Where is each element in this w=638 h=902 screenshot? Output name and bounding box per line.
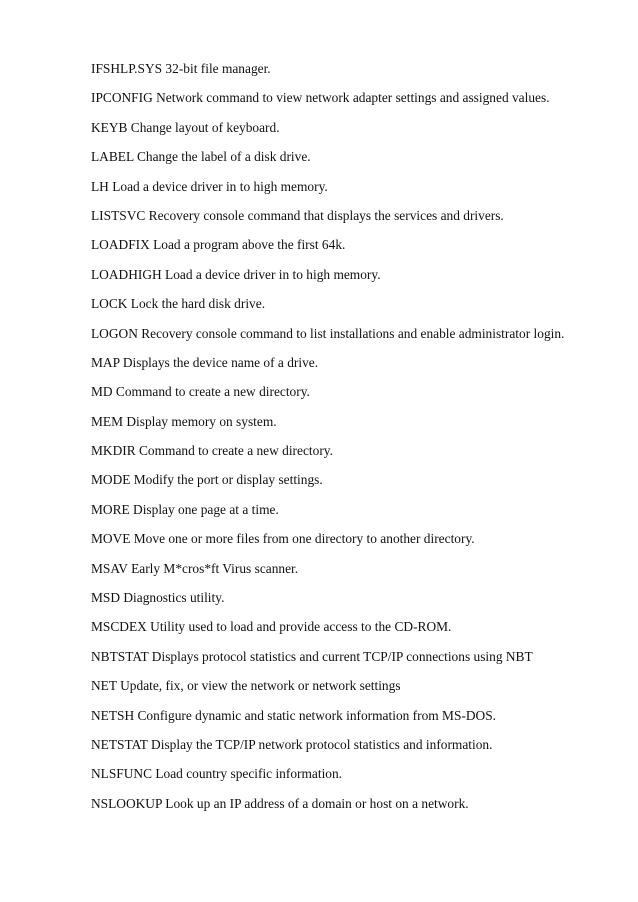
command-entry: MSCDEX Utility used to load and provide access to the CD-ROM. [91, 619, 452, 635]
command-entry: LOADHIGH Load a device driver in to high memory. [91, 266, 381, 282]
command-entry: NET Update, fix, or view the network or network settings [91, 678, 401, 694]
command-list [91, 61, 631, 825]
command-entry: NETSTAT Display the TCP/IP network protocol statistics and information. [91, 736, 493, 752]
command-entry: LH Load a device driver in to high memory. [91, 178, 328, 194]
command-entry: NETSH Configure dynamic and static network information from MS-DOS. [91, 707, 497, 723]
command-entry: IPCONFIG Network command to view network adapter settings and assigned values. [91, 90, 550, 106]
command-entry: MORE Display one page at a time. [91, 501, 279, 517]
command-entry: LISTSVC Recovery console command that displays the services and drivers. [91, 207, 504, 223]
command-entry: MAP Displays the device name of a drive. [91, 354, 319, 370]
command-entry: IFSHLP.SYS 32-bit file manager. [91, 61, 271, 76]
command-entry: MSAV Early M*cros*ft Virus scanner. [91, 560, 299, 576]
command-entry: MOVE Move one or more files from one directory to another directory. [91, 531, 475, 547]
command-entry: LABEL Change the label of a disk drive. [91, 149, 311, 165]
command-entry: LOCK Lock the hard disk drive. [91, 296, 266, 312]
command-entry: NLSFUNC Load country specific information. [91, 766, 343, 782]
command-entry: NBTSTAT Displays protocol statistics and current TCP/IP connections using NBT [91, 648, 533, 664]
command-entry: MSD Diagnostics utility. [91, 590, 225, 606]
command-entry: MD Command to create a new directory. [91, 384, 310, 400]
command-entry: KEYB Change layout of keyboard. [91, 119, 280, 135]
command-entry: MKDIR Command to create a new directory. [91, 443, 333, 459]
command-entry: MODE Modify the port or display settings. [91, 472, 323, 488]
command-entry: LOADFIX Load a program above the first 64k. [91, 237, 346, 253]
command-entry: LOGON Recovery console command to list installations and enable administrator login. [91, 325, 565, 341]
command-entry: NSLOOKUP Look up an IP address of a domain or host on a network. [91, 795, 469, 811]
command-entry: MEM Display memory on system. [91, 413, 277, 429]
